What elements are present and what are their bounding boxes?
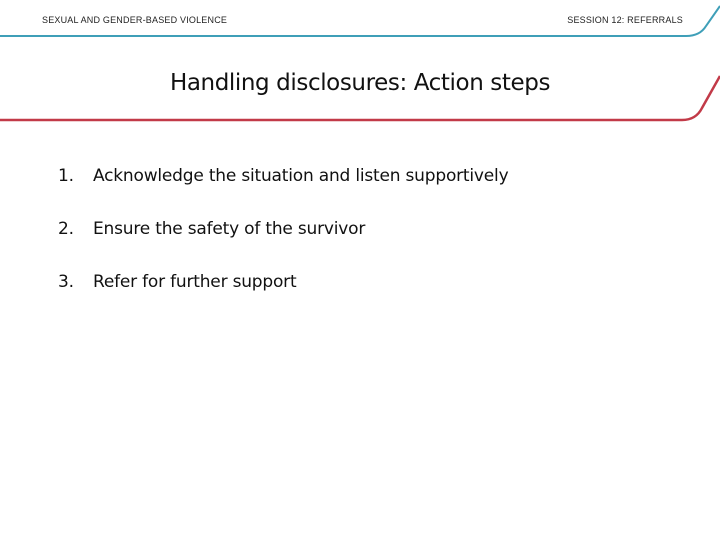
step-number: 3.	[58, 272, 74, 292]
step-text: Refer for further support	[93, 272, 297, 292]
list-item	[58, 166, 508, 219]
page-title: Handling disclosures: Action steps	[169, 70, 551, 96]
list-item	[58, 272, 508, 325]
action-steps-list	[58, 166, 508, 325]
step-text: Acknowledge the situation and listen supportively	[93, 166, 509, 186]
header-section-label: SEXUAL AND GENDER-BASED VIOLENCE	[42, 15, 228, 25]
step-text: Ensure the safety of the survivor	[93, 219, 366, 239]
title-rule-line	[0, 76, 720, 120]
step-number: 2.	[58, 219, 74, 239]
step-number: 1.	[58, 166, 74, 186]
list-item	[58, 219, 508, 272]
header-session-label: SESSION 12: REFERRALS	[567, 15, 683, 25]
title-rule	[0, 0, 720, 130]
